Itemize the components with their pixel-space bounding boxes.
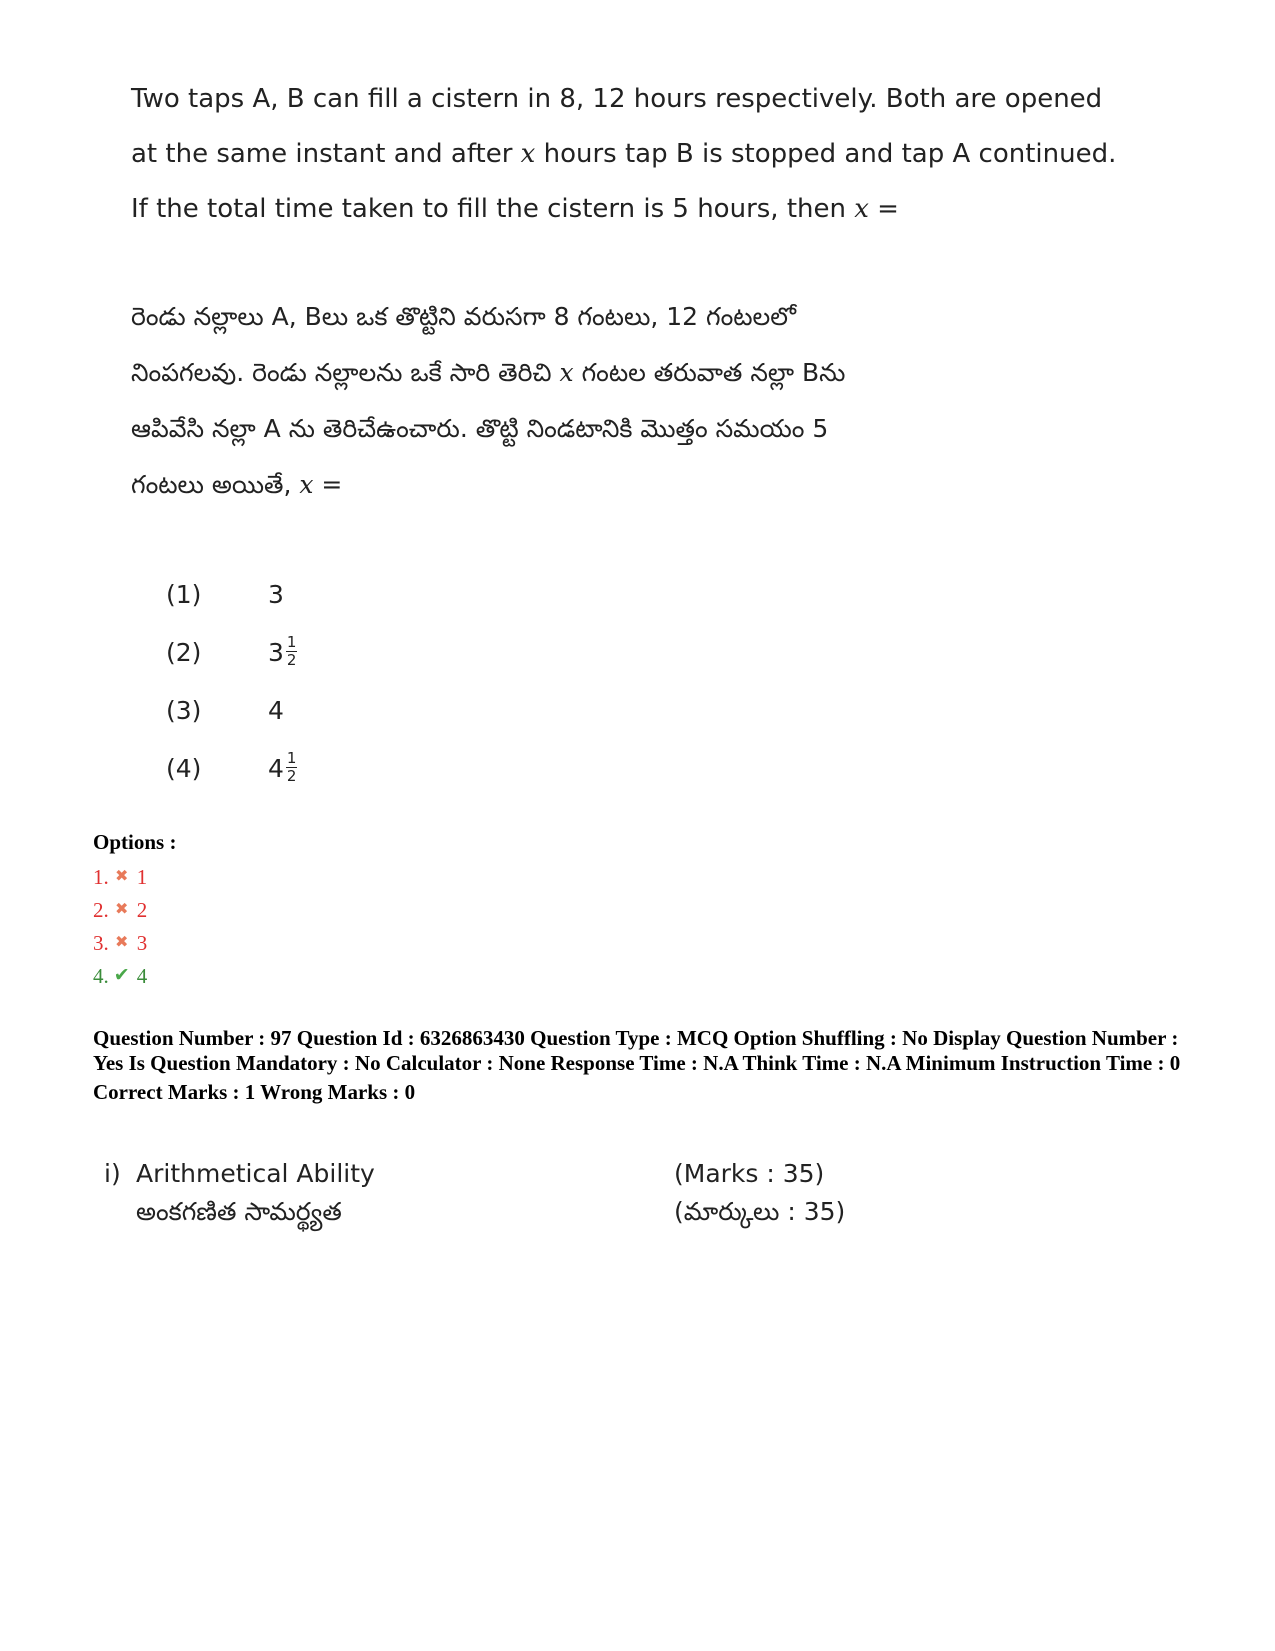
choice-value: 4: [268, 696, 284, 725]
choice-value: 4: [268, 754, 284, 783]
section-title-te: అంకగణిత సామర్థ్యత: [136, 1197, 342, 1226]
choice-item: [166, 749, 297, 807]
section-row-telugu: [104, 1193, 1004, 1231]
question-line-en-3: If the total time taken to fill the cistern is 5 hours, then x =: [131, 194, 899, 224]
choice-number: (2): [166, 638, 202, 667]
choice-item: [166, 633, 297, 691]
option-index: 4.: [93, 964, 109, 988]
section-marks-en: (Marks : 35): [674, 1159, 825, 1188]
option-index: 2.: [93, 898, 109, 922]
choice-value: 3: [268, 638, 284, 667]
cross-icon: ✖: [115, 868, 129, 885]
section-marks-te: (మార్కులు : 35): [674, 1197, 846, 1226]
option-value: 3: [136, 931, 148, 955]
section-numeral: i): [104, 1159, 121, 1188]
option-index: 3.: [93, 931, 109, 955]
choice-value: 3: [268, 580, 284, 609]
option-item-correct: [93, 963, 176, 996]
section-row-english: [104, 1155, 1004, 1193]
answer-choices: [166, 575, 297, 807]
option-item: [93, 864, 176, 897]
option-index: 1.: [93, 865, 109, 889]
option-value: 2: [136, 898, 148, 922]
choice-item: [166, 691, 297, 749]
math-variable-x: x: [854, 194, 869, 224]
check-icon: ✔: [113, 965, 130, 986]
options-title: Options :: [93, 830, 177, 854]
fraction: [286, 634, 298, 669]
fraction: [286, 750, 298, 785]
question-details: Question Number : 97 Question Id : 6326863430 Question Type : MCQ Option Shuffling : No Display Question Number : Yes Is Question Mandatory : No Calculator : None Response Time : N.A Think Time : N.A Minimum Instruction Time : 0: [93, 1026, 1181, 1075]
question-line-en-2: at the same instant and after x hours tap B is stopped and tap A continued.: [131, 139, 1117, 169]
section-title-en: Arithmetical Ability: [136, 1159, 375, 1188]
options-list: [93, 830, 176, 996]
cross-icon: ✖: [115, 934, 129, 951]
math-variable-x: x: [299, 470, 314, 499]
option-item: [93, 897, 176, 930]
choice-item: [166, 575, 297, 633]
choice-number: (4): [166, 754, 202, 783]
fraction-numerator: 1: [286, 748, 297, 767]
fraction-denominator: 2: [286, 650, 297, 669]
section-header: [104, 1155, 1004, 1231]
option-value: 1: [136, 865, 148, 889]
question-line-te-2: నింపగలవు. రెండు నల్లాలను ఒకే సారి తెరిచి x గంటల తరువాత నల్లా Bను: [131, 358, 846, 387]
cross-icon: ✖: [115, 901, 129, 918]
math-variable-x: x: [520, 139, 536, 169]
question-line-te-1: రెండు నల్లాలు A, Bలు ఒక తొట్టిని వరుసగా 8 గంటలు, 12 గంటలలో: [131, 302, 797, 331]
fraction-denominator: 2: [286, 766, 297, 785]
option-item: [93, 930, 176, 963]
fraction-numerator: 1: [286, 632, 297, 651]
math-variable-x: x: [559, 358, 574, 387]
question-metadata: [93, 1026, 1193, 1105]
choice-number: (1): [166, 580, 202, 609]
question-line-te-4: గంటలు అయితే, x =: [131, 470, 343, 499]
marks-info: Correct Marks : 1 Wrong Marks : 0: [93, 1080, 416, 1104]
choice-number: (3): [166, 696, 202, 725]
question-line-en-1: Two taps A, B can fill a cistern in 8, 12 hours respectively. Both are opened: [131, 84, 1103, 114]
question-line-te-3: ఆపివేసి నల్లా A ను తెరిచేఉంచారు. తొట్టి నిండటానికి మొత్తం సమయం 5: [131, 414, 829, 443]
question-telugu-block: [131, 289, 1071, 513]
option-value: 4: [136, 964, 148, 988]
question-text-block: [131, 72, 1117, 513]
